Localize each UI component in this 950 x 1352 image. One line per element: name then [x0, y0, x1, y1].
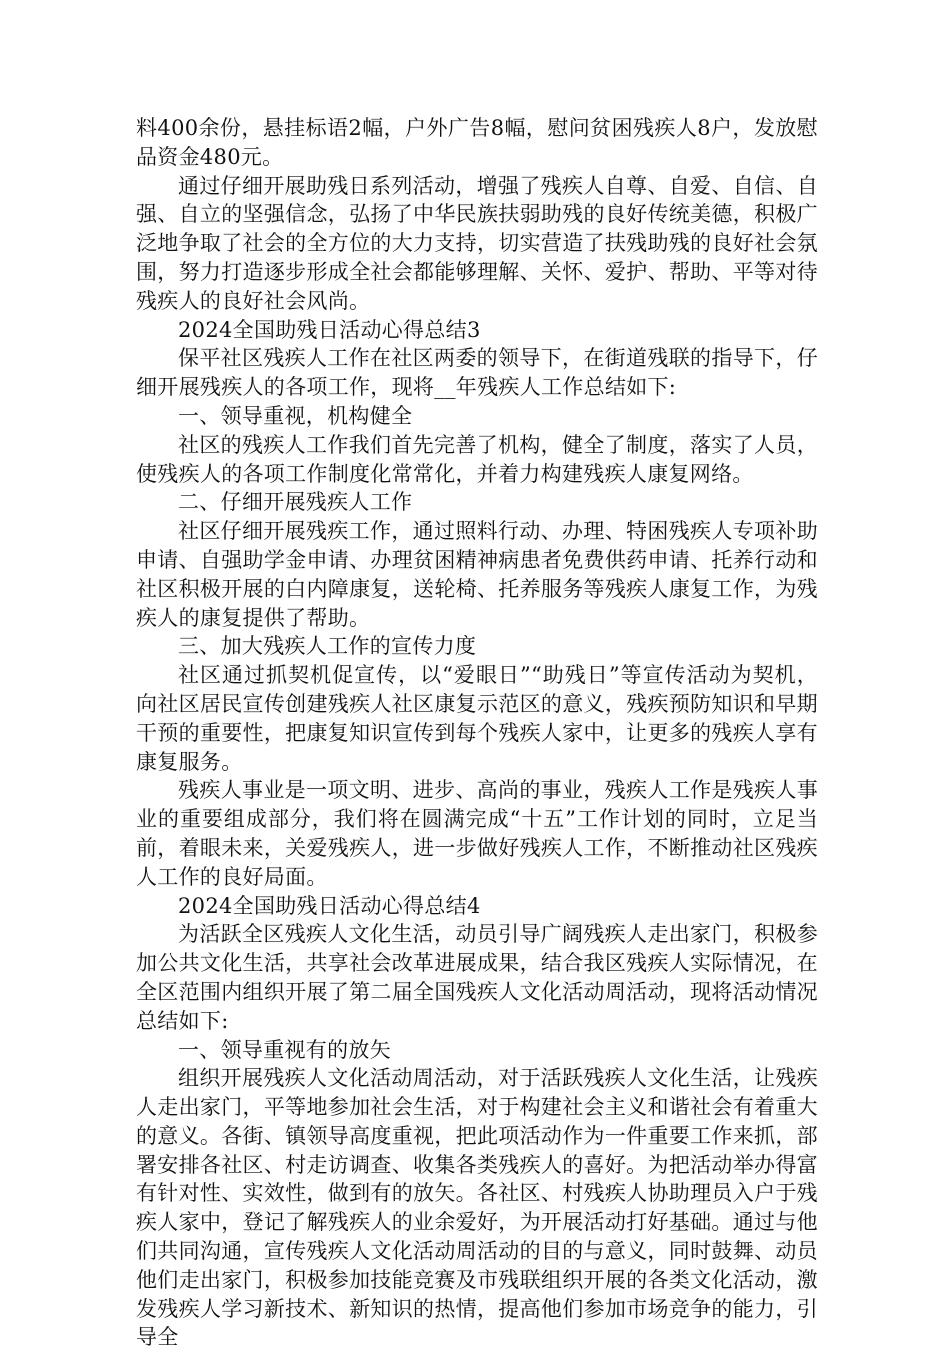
subheading-2: 二、仔细开展残疾人工作	[178, 490, 413, 515]
paragraph-publicity: 社区通过抓契机促宣传，以“爱眼日”“助残日”等宣传活动为契机，向社区居民宣传创建残疾人社区康复示范区的意义，残疾预防知识和早期干预的重要性，把康复知识宣传到每个残疾人家中，让更多的残疾人享有康复服务。	[136, 663, 818, 774]
subheading-1: 一、领导重视，机构健全	[178, 403, 413, 428]
paragraph-conclusion: 残疾人事业是一项文明、进步、高尚的事业，残疾人工作是残疾人事业的重要组成部分，我们将在圆满完成“十五”工作计划的同时，立足当前，着眼未来，关爱残疾人，进一步做好残疾人工作，不断推动社区残疾人工作的良好局面。	[136, 778, 818, 889]
paragraph-intro-4: 为活跃全区残疾人文化生活，动员引导广阔残疾人走出家门，积极参加公共文化生活，共享社会改革进展成果，结合我区残疾人实际情况，在全区范围内组织开展了第二届全国残疾人文化活动周活动，现将活动情况总结如下:	[136, 922, 818, 1033]
paragraph-work: 社区仔细开展残疾工作，通过照料行动、办理、特困残疾人专项补助申请、自强助学金申请、办理贫困精神病患者免费供药申请、托养行动和社区积极开展的白内障康复，送轮椅、托养服务等残疾人康复工作，为残疾人的康复提供了帮助。	[136, 519, 818, 630]
section-heading-3: 2024全国助残日活动心得总结3	[178, 317, 481, 342]
subheading-3: 三、加大残疾人工作的宣传力度	[178, 634, 477, 659]
paragraph-organization: 社区的残疾人工作我们首先完善了机构，健全了制度，落实了人员，使残疾人的各项工作制度化常常化，并着力构建残疾人康复网络。	[136, 432, 818, 486]
paragraph-culture-week: 组织开展残疾人文化活动周活动，对于活跃残疾人文化生活，让残疾人走出家门，平等地参加社会生活，对于构建社会主义和谐社会有着重大的意义。各街、镇领导高度重视，把此项活动作为一件重要工作来抓，部署安排各社区、村走访调查、收集各类残疾人的喜好。为把活动举办得富有针对性、实效性，做到有的放矢。各社区、村残疾人协助理员入户于残疾人家中，登记了解残疾人的业余爱好，为开展活动打好基础。通过与他们共同沟通，宣传残疾人文化活动周活动的目的与意义，同时鼓舞、动员他们走出家门，积极参加技能竞赛及市残联组织开展的各类文化活动，激发残疾人学习新技术、新知识的热情，提高他们参加市场竞争的能力，引导全	[136, 1066, 818, 1350]
section-heading-4: 2024全国助残日活动心得总结4	[178, 893, 481, 918]
subheading-4-1: 一、领导重视有的放矢	[178, 1037, 391, 1062]
document-page	[136, 114, 818, 1352]
paragraph-continuation: 料400余份，悬挂标语2幅，户外广告8幅，慰问贫困残疾人8户，发放慰品资金480元。	[136, 116, 818, 169]
paragraph-intro-3: 保平社区残疾人工作在社区两委的领导下，在街道残联的指导下，仔细开展残疾人的各项工作，现将__年残疾人工作总结如下:	[136, 346, 818, 400]
paragraph-activity-results: 通过仔细开展助残日系列活动，增强了残疾人自尊、自爱、自信、自强、自立的坚强信念，弘扬了中华民族扶弱助残的良好传统美德，积极广泛地争取了社会的全方位的大力支持，切实营造了扶残助残的良好社会氛围，努力打造逐步形成全社会都能够理解、关怀、爱护、帮助、平等对待残疾人的良好社会风尚。	[136, 173, 818, 313]
